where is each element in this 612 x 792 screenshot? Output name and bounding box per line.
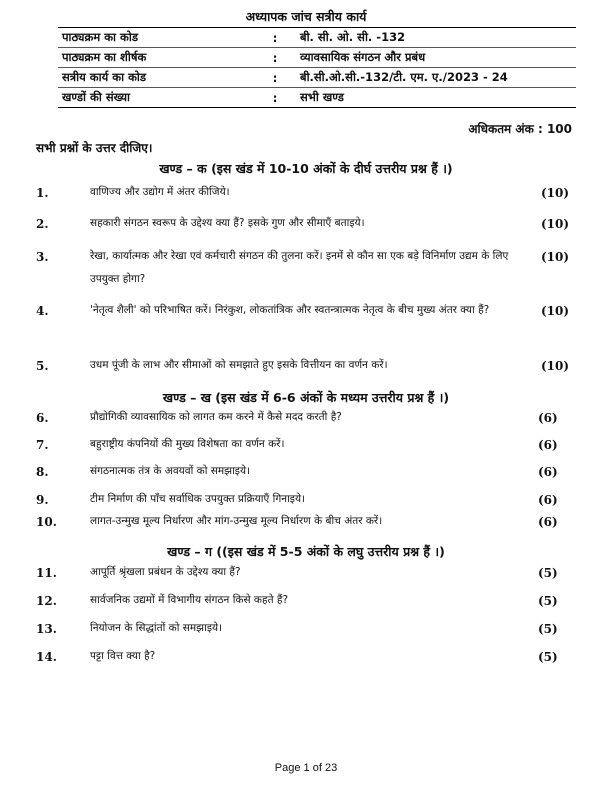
question-marks: (5) xyxy=(538,594,558,608)
info-row-course-title xyxy=(58,48,576,68)
info-value: सभी खण्ड xyxy=(300,90,344,104)
section-heading-a: खण्ड – क (इस खंड में 10-10 अंकों के दीर्घ उत्तरीय प्रश्न हैं ।) xyxy=(159,161,453,176)
question-text: पट्टा वित्त क्या है? xyxy=(90,650,156,662)
question-text: रेखा, कार्यात्मक और रेखा एवं कर्मचारी संगठन की तुलना करें। इनमें से कौन सा एक बड़े विनिर्माण उद्यम के लिए उपयुक्त होगा? xyxy=(90,250,509,285)
course-info-table xyxy=(58,27,576,108)
question-marks: (10) xyxy=(541,186,570,200)
question-marks: (6) xyxy=(538,493,558,507)
question-number: 14. xyxy=(36,650,57,664)
info-value: बी. सी. ओ. सी. -132 xyxy=(300,30,406,44)
info-label: पाठ्यक्रम का शीर्षक xyxy=(62,50,147,64)
document-title: अध्यापक जांच सत्रीय कार्य xyxy=(245,9,367,24)
info-label: सत्रीय कार्य का कोड xyxy=(62,70,147,84)
max-marks: अधिकतम अंक : 100 xyxy=(468,122,572,136)
question-number: 7. xyxy=(36,438,49,452)
question-number: 13. xyxy=(36,622,57,636)
question-number: 4. xyxy=(36,304,49,318)
info-colon: : xyxy=(272,70,278,85)
question-marks: (10) xyxy=(541,250,570,264)
question-number: 1. xyxy=(36,186,49,200)
question-marks: (5) xyxy=(538,650,558,664)
question-number: 11. xyxy=(36,566,57,580)
info-row-block-count xyxy=(58,88,576,107)
question-text: वाणिज्य और उद्योग में अंतर कीजिये। xyxy=(90,186,230,198)
question-text: आपूर्ति श्रृंखला प्रबंधन के उद्देश्य क्या हैं? xyxy=(90,566,241,578)
instruction: सभी प्रश्नों के उत्तर दीजिए। xyxy=(36,141,153,155)
info-row-assignment-code xyxy=(58,68,576,88)
info-value: बी.सी.ओ.सी.-132/टी. एम. ए./2023 - 24 xyxy=(300,70,508,84)
question-text: नियोजन के सिद्धांतों को समझाइये। xyxy=(90,622,223,634)
question-text: टीम निर्माण की पाँच सर्वाधिक उपयुक्त प्रक्रियाएँ गिनाइये। xyxy=(90,493,306,505)
page-number: Page 1 of 23 xyxy=(274,762,338,774)
question-number: 5. xyxy=(36,359,49,373)
question-text: उधम पूंजी के लाभ और सीमाओं को समझाते हुए इसके वित्तीयन का वर्णन करें। xyxy=(90,359,388,371)
question-marks: (5) xyxy=(538,622,558,636)
question-marks: (10) xyxy=(541,304,570,318)
info-colon: : xyxy=(272,90,278,105)
info-colon: : xyxy=(272,30,278,45)
question-number: 12. xyxy=(36,594,57,608)
question-marks: (5) xyxy=(538,566,558,580)
section-heading-b: खण्ड – ख (इस खंड में 6-6 अंकों के मध्यम उत्तरीय प्रश्न हैं ।) xyxy=(162,390,450,405)
question-number: 3. xyxy=(36,250,49,264)
question-marks: (6) xyxy=(538,438,558,452)
question-number: 6. xyxy=(36,411,49,425)
question-number: 8. xyxy=(36,465,49,479)
question-text: संगठनात्मक तंत्र के अवयवों को समझाइये। xyxy=(90,465,251,477)
question-text: सार्वजनिक उद्यमों में विभागीय संगठन किसे कहते हैं? xyxy=(90,594,289,606)
question-marks: (10) xyxy=(541,217,570,231)
info-label: पाठ्यक्रम का कोड xyxy=(62,30,138,44)
question-text: सहकारी संगठन स्वरूप के उद्देश्य क्या हैं? इसके गुण और सीमाएँ बताइये। xyxy=(90,217,365,229)
section-heading-c: खण्ड – ग ((इस खंड में 5-5 अंकों के लघु उत्तरीय प्रश्न हैं ।) xyxy=(167,544,445,559)
question-text: 'नेतृत्व शैली' को परिभाषित करें। निरंकुश, लोकतांत्रिक और स्वतन्त्रात्मक नेतृत्व के बीच मुख्य अंतर क्या हैं? xyxy=(90,304,490,316)
question-number: 2. xyxy=(36,217,49,231)
question-marks: (6) xyxy=(538,411,558,425)
question-marks: (6) xyxy=(538,515,558,529)
question-number: 9. xyxy=(36,493,49,507)
question-text: प्रौद्योगिकी व्यावसायिक को लागत कम करने में कैसे मदद करती है? xyxy=(90,411,342,423)
info-colon: : xyxy=(272,50,278,65)
info-label: खण्डों की संख्या xyxy=(62,90,130,104)
info-value: व्यावसायिक संगठन और प्रबंध xyxy=(300,50,426,64)
info-row-course-code xyxy=(58,28,576,48)
question-text: बहुराष्ट्रीय कंपनियों की मुख्य विशेषता का वर्णन करें। xyxy=(90,438,285,450)
question-text: लागत-उन्मुख मूल्य निर्धारण और मांग-उन्मुख मूल्य निर्धारण के बीच अंतर करें। xyxy=(90,515,383,527)
question-marks: (6) xyxy=(538,465,558,479)
question-number: 10. xyxy=(36,515,57,529)
question-marks: (10) xyxy=(541,359,570,373)
